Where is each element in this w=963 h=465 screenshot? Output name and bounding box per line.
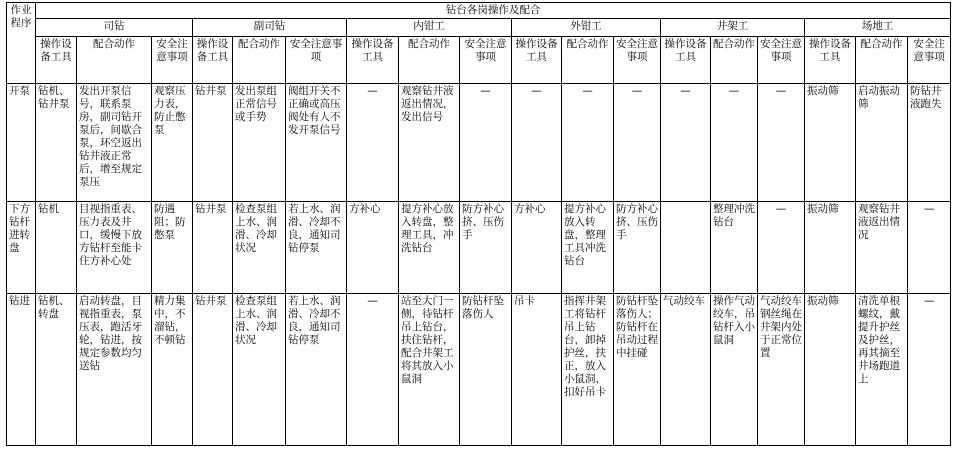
table-cell: — (460, 84, 512, 202)
stage-cell: 钻进 (7, 294, 36, 446)
table-cell: 阀组开关不正确或高压阀处有人不发开泵信号 (286, 84, 347, 202)
role-header-floorman: 场地工 (805, 19, 951, 37)
table-cell: — (347, 294, 399, 446)
operations-table (6, 2, 951, 446)
table-cell: 操作气动绞车，吊钻杆入小鼠洞 (711, 294, 758, 446)
table-cell: — (347, 84, 399, 202)
table-cell: 方补心 (512, 202, 562, 294)
sub-header-safety: 安全注意事项 (152, 37, 193, 84)
table-cell: 启动振动筛 (856, 84, 908, 202)
table-cell: 钻井泵 (193, 84, 233, 202)
table-cell: 站至大门一侧，待钻杆吊上钻台，扶住钻杆，配合井架工将其放入小鼠洞 (399, 294, 460, 446)
role-header-derrickman: 井架工 (661, 19, 805, 37)
table-cell: 防遇阻；防憋泵 (152, 202, 193, 294)
table-cell: 防方补心挤、压伤手 (460, 202, 512, 294)
table-cell: 钻井泵 (193, 294, 233, 446)
table-cell: 观察钻井液返出情况 (856, 202, 908, 294)
table-cell: — (758, 84, 805, 202)
table-cell: 气动绞车钢丝绳在井架内处于正常位置 (758, 294, 805, 446)
table-row (7, 84, 951, 202)
table-cell: 振动筛 (805, 202, 856, 294)
table-row (7, 294, 951, 446)
table-cell: — (908, 294, 951, 446)
role-header-driller: 司钻 (36, 19, 193, 37)
table-cell: 防钻井液跑失 (908, 84, 951, 202)
stage-cell: 下方钻杆进转盘 (7, 202, 36, 294)
table-cell: 若上水、润滑、冷却不良，通知司钻停泵 (286, 202, 347, 294)
table-row (7, 202, 951, 294)
sub-header-equipment: 操作设备工具 (512, 37, 562, 84)
role-header-inner-tong: 内钳工 (347, 19, 512, 37)
sub-header-action: 配合动作 (233, 37, 286, 84)
table-cell (661, 202, 711, 294)
table-cell: 振动筛 (805, 294, 856, 446)
sub-header-safety: 安全注意事项 (758, 37, 805, 84)
table-cell: 目视指重表、压力表及井口，缓慢下放方钻杆至能卡住方补心处 (77, 202, 152, 294)
sub-header-action: 配合动作 (856, 37, 908, 84)
table-cell: 振动筛 (805, 84, 856, 202)
sub-header-equipment: 操作设备工具 (36, 37, 77, 84)
sub-header-equipment: 操作设备工具 (193, 37, 233, 84)
table-cell: 防方补心挤、压伤手 (614, 202, 661, 294)
sub-header-action: 配合动作 (562, 37, 614, 84)
table-cell: 发出开泵信号，联系泵房，副司钻开泵后，间歇合泵，环空返出钻井液正常后，增至规定泵压 (77, 84, 152, 202)
table-cell: 观察压力表，防止憋泵 (152, 84, 193, 202)
corner-header: 作业程序 (7, 3, 36, 84)
table-cell: — (908, 202, 951, 294)
table-cell: — (614, 84, 661, 202)
table-cell: 吊卡 (512, 294, 562, 446)
sub-header-safety: 安全注意事项 (460, 37, 512, 84)
table-cell: 启动转盘，目视指重表，泵压表，跑活牙轮，钻进，按规定参数均匀送钻 (77, 294, 152, 446)
table-cell: 提方补心放入转盘，整理工具，冲洗钻台 (399, 202, 460, 294)
table-cell: 钻井泵 (193, 202, 233, 294)
table-cell: — (711, 84, 758, 202)
table-cell: 精力集中，不溜钻，不顿钻 (152, 294, 193, 446)
table-cell: 检查泵组上水、润滑、冷却状况 (233, 202, 286, 294)
table-cell: 钻机 (36, 202, 77, 294)
table-cell: 钻机、转盘 (36, 294, 77, 446)
table-cell: 若上水、润滑、冷却不良，通知司钻停泵 (286, 294, 347, 446)
table-cell: — (562, 84, 614, 202)
sub-header-equipment: 操作设备工具 (805, 37, 856, 84)
table-cell: 观察钻井液返出情况，发出信号 (399, 84, 460, 202)
table-cell: 方补心 (347, 202, 399, 294)
table-cell: — (661, 84, 711, 202)
table-cell: 钻机、钻井泵 (36, 84, 77, 202)
table-cell: 防钻杆坠落伤人 (460, 294, 512, 446)
table-cell: 整理冲洗钻台 (711, 202, 758, 294)
sub-header-safety: 安全注意事项 (614, 37, 661, 84)
table-cell: — (758, 202, 805, 294)
role-header-assistant-driller: 副司钻 (193, 19, 347, 37)
sub-header-action: 配合动作 (77, 37, 152, 84)
role-header-outer-tong: 外钳工 (512, 19, 661, 37)
table-title: 钻台各岗操作及配合 (36, 3, 951, 19)
sub-header-equipment: 操作设备工具 (661, 37, 711, 84)
table-cell: 防钻杆坠落伤人；防钻杆在吊动过程中挂碰 (614, 294, 661, 446)
table-cell: 指挥井架工将钻杆吊上钻台，卸掉护丝，扶正，放入小鼠洞，扣好吊卡 (562, 294, 614, 446)
sub-header-equipment: 操作设备工具 (347, 37, 399, 84)
table-cell: — (512, 84, 562, 202)
table-cell: 清洗单根螺纹，戴提升护丝及护丝，再其摘至井场跑道上 (856, 294, 908, 446)
sub-header-safety: 安全注意事项 (908, 37, 951, 84)
table-cell: 气动绞车 (661, 294, 711, 446)
table-cell: 检查泵组上水、润滑、冷却状况 (233, 294, 286, 446)
stage-cell: 开泵 (7, 84, 36, 202)
table-cell: 发出泵组正常信号或手势 (233, 84, 286, 202)
sub-header-action: 配合动作 (711, 37, 758, 84)
sub-header-safety: 安全注意事项 (286, 37, 347, 84)
table-cell: 提方补心放入转盘，整理工具冲洗钻台 (562, 202, 614, 294)
sub-header-action: 配合动作 (399, 37, 460, 84)
